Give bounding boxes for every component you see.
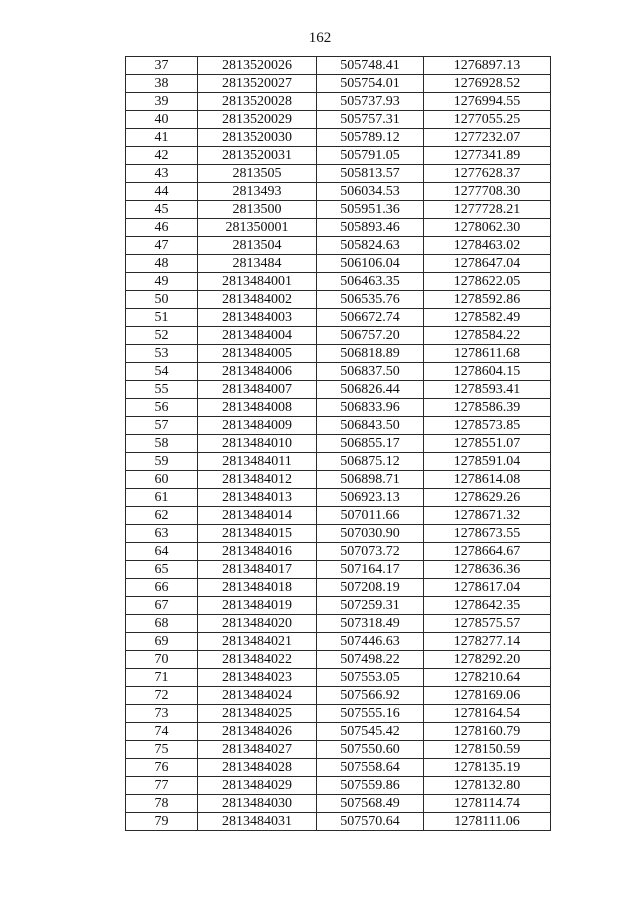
- y-coordinate-cell: 1278551.07: [424, 435, 551, 453]
- table-row: [126, 147, 551, 165]
- row-number-cell: 69: [126, 633, 198, 651]
- table-row: [126, 183, 551, 201]
- y-coordinate-cell: 1278114.74: [424, 795, 551, 813]
- row-number-cell: 54: [126, 363, 198, 381]
- x-coordinate-cell: 506757.20: [317, 327, 424, 345]
- point-id-cell: 2813484011: [198, 453, 317, 471]
- table-row: [126, 75, 551, 93]
- x-coordinate-cell: 506106.04: [317, 255, 424, 273]
- row-number-cell: 59: [126, 453, 198, 471]
- row-number-cell: 72: [126, 687, 198, 705]
- row-number-cell: 62: [126, 507, 198, 525]
- point-id-cell: 2813520030: [198, 129, 317, 147]
- y-coordinate-cell: 1278135.19: [424, 759, 551, 777]
- point-id-cell: 2813484017: [198, 561, 317, 579]
- row-number-cell: 50: [126, 291, 198, 309]
- row-number-cell: 60: [126, 471, 198, 489]
- x-coordinate-cell: 507446.63: [317, 633, 424, 651]
- row-number-cell: 37: [126, 57, 198, 75]
- row-number-cell: 52: [126, 327, 198, 345]
- table-row: [126, 201, 551, 219]
- point-id-cell: 2813520026: [198, 57, 317, 75]
- y-coordinate-cell: 1278164.54: [424, 705, 551, 723]
- y-coordinate-cell: 1278111.06: [424, 813, 551, 831]
- y-coordinate-cell: 1278629.26: [424, 489, 551, 507]
- row-number-cell: 74: [126, 723, 198, 741]
- y-coordinate-cell: 1278584.22: [424, 327, 551, 345]
- y-coordinate-cell: 1276928.52: [424, 75, 551, 93]
- y-coordinate-cell: 1277728.21: [424, 201, 551, 219]
- table-row: [126, 309, 551, 327]
- x-coordinate-cell: 506923.13: [317, 489, 424, 507]
- point-id-cell: 2813484027: [198, 741, 317, 759]
- table-row: [126, 525, 551, 543]
- y-coordinate-cell: 1276994.55: [424, 93, 551, 111]
- row-number-cell: 53: [126, 345, 198, 363]
- x-coordinate-cell: 507073.72: [317, 543, 424, 561]
- table-row: [126, 795, 551, 813]
- table-row: [126, 435, 551, 453]
- row-number-cell: 55: [126, 381, 198, 399]
- x-coordinate-cell: 506898.71: [317, 471, 424, 489]
- point-id-cell: 2813484012: [198, 471, 317, 489]
- x-coordinate-cell: 506463.35: [317, 273, 424, 291]
- row-number-cell: 63: [126, 525, 198, 543]
- point-id-cell: 2813484002: [198, 291, 317, 309]
- table-row: [126, 669, 551, 687]
- row-number-cell: 39: [126, 93, 198, 111]
- point-id-cell: 2813484013: [198, 489, 317, 507]
- y-coordinate-cell: 1278582.49: [424, 309, 551, 327]
- row-number-cell: 47: [126, 237, 198, 255]
- row-number-cell: 58: [126, 435, 198, 453]
- y-coordinate-cell: 1278160.79: [424, 723, 551, 741]
- row-number-cell: 64: [126, 543, 198, 561]
- row-number-cell: 71: [126, 669, 198, 687]
- table-row: [126, 561, 551, 579]
- x-coordinate-cell: 505737.93: [317, 93, 424, 111]
- y-coordinate-cell: 1278591.04: [424, 453, 551, 471]
- table-row: [126, 579, 551, 597]
- row-number-cell: 78: [126, 795, 198, 813]
- point-id-cell: 2813484023: [198, 669, 317, 687]
- x-coordinate-cell: 506833.96: [317, 399, 424, 417]
- table-row: [126, 687, 551, 705]
- point-id-cell: 2813504: [198, 237, 317, 255]
- point-id-cell: 2813484024: [198, 687, 317, 705]
- table-row: [126, 489, 551, 507]
- point-id-cell: 2813484004: [198, 327, 317, 345]
- point-id-cell: 2813484021: [198, 633, 317, 651]
- table-row: [126, 237, 551, 255]
- y-coordinate-cell: 1277055.25: [424, 111, 551, 129]
- y-coordinate-cell: 1278673.55: [424, 525, 551, 543]
- y-coordinate-cell: 1278277.14: [424, 633, 551, 651]
- table-row: [126, 417, 551, 435]
- point-id-cell: 2813520031: [198, 147, 317, 165]
- x-coordinate-cell: 507545.42: [317, 723, 424, 741]
- x-coordinate-cell: 505754.01: [317, 75, 424, 93]
- y-coordinate-cell: 1278671.32: [424, 507, 551, 525]
- x-coordinate-cell: 506818.89: [317, 345, 424, 363]
- row-number-cell: 61: [126, 489, 198, 507]
- y-coordinate-cell: 1278210.64: [424, 669, 551, 687]
- point-id-cell: 2813493: [198, 183, 317, 201]
- y-coordinate-cell: 1278611.68: [424, 345, 551, 363]
- y-coordinate-cell: 1278150.59: [424, 741, 551, 759]
- table-row: [126, 165, 551, 183]
- y-coordinate-cell: 1278062.30: [424, 219, 551, 237]
- y-coordinate-cell: 1277708.30: [424, 183, 551, 201]
- point-id-cell: 2813520029: [198, 111, 317, 129]
- row-number-cell: 68: [126, 615, 198, 633]
- point-id-cell: 2813484030: [198, 795, 317, 813]
- page-number: 162: [308, 30, 332, 46]
- x-coordinate-cell: 506826.44: [317, 381, 424, 399]
- x-coordinate-cell: 506837.50: [317, 363, 424, 381]
- y-coordinate-cell: 1278463.02: [424, 237, 551, 255]
- point-id-cell: 2813484003: [198, 309, 317, 327]
- table-row: [126, 363, 551, 381]
- table-row: [126, 723, 551, 741]
- table-row: [126, 381, 551, 399]
- point-id-cell: 2813484029: [198, 777, 317, 795]
- x-coordinate-cell: 507555.16: [317, 705, 424, 723]
- y-coordinate-cell: 1278604.15: [424, 363, 551, 381]
- row-number-cell: 45: [126, 201, 198, 219]
- point-id-cell: 2813484005: [198, 345, 317, 363]
- y-coordinate-cell: 1278647.04: [424, 255, 551, 273]
- table-row: [126, 741, 551, 759]
- row-number-cell: 57: [126, 417, 198, 435]
- x-coordinate-cell: 505813.57: [317, 165, 424, 183]
- point-id-cell: 2813484031: [198, 813, 317, 831]
- table-row: [126, 399, 551, 417]
- point-id-cell: 2813484026: [198, 723, 317, 741]
- row-number-cell: 66: [126, 579, 198, 597]
- row-number-cell: 48: [126, 255, 198, 273]
- table-row: [126, 777, 551, 795]
- x-coordinate-cell: 506855.17: [317, 435, 424, 453]
- point-id-cell: 2813484010: [198, 435, 317, 453]
- y-coordinate-cell: 1278573.85: [424, 417, 551, 435]
- x-coordinate-cell: 507566.92: [317, 687, 424, 705]
- point-id-cell: 2813484014: [198, 507, 317, 525]
- x-coordinate-cell: 505791.05: [317, 147, 424, 165]
- x-coordinate-cell: 506535.76: [317, 291, 424, 309]
- point-id-cell: 2813520028: [198, 93, 317, 111]
- point-id-cell: 2813505: [198, 165, 317, 183]
- table-row: [126, 129, 551, 147]
- point-id-cell: 2813484019: [198, 597, 317, 615]
- table-row: [126, 327, 551, 345]
- y-coordinate-cell: 1278592.86: [424, 291, 551, 309]
- point-id-cell: 2813500: [198, 201, 317, 219]
- row-number-cell: 79: [126, 813, 198, 831]
- row-number-cell: 40: [126, 111, 198, 129]
- x-coordinate-cell: 505789.12: [317, 129, 424, 147]
- x-coordinate-cell: 505757.31: [317, 111, 424, 129]
- table-row: [126, 705, 551, 723]
- point-id-cell: 2813484009: [198, 417, 317, 435]
- table-row: [126, 543, 551, 561]
- point-id-cell: 2813484006: [198, 363, 317, 381]
- point-id-cell: 2813484025: [198, 705, 317, 723]
- table-row: [126, 57, 551, 75]
- table-row: [126, 633, 551, 651]
- row-number-cell: 51: [126, 309, 198, 327]
- table-row: [126, 651, 551, 669]
- row-number-cell: 77: [126, 777, 198, 795]
- coordinate-table-wrapper: [125, 56, 551, 831]
- x-coordinate-cell: 505893.46: [317, 219, 424, 237]
- y-coordinate-cell: 1278575.57: [424, 615, 551, 633]
- point-id-cell: 2813484008: [198, 399, 317, 417]
- row-number-cell: 75: [126, 741, 198, 759]
- y-coordinate-cell: 1278132.80: [424, 777, 551, 795]
- row-number-cell: 76: [126, 759, 198, 777]
- y-coordinate-cell: 1278617.04: [424, 579, 551, 597]
- table-row: [126, 291, 551, 309]
- point-id-cell: 2813484016: [198, 543, 317, 561]
- table-row: [126, 255, 551, 273]
- row-number-cell: 67: [126, 597, 198, 615]
- y-coordinate-cell: 1278636.36: [424, 561, 551, 579]
- x-coordinate-cell: 507568.49: [317, 795, 424, 813]
- table-row: [126, 219, 551, 237]
- point-id-cell: 2813484018: [198, 579, 317, 597]
- coordinate-table: [125, 56, 551, 831]
- x-coordinate-cell: 507498.22: [317, 651, 424, 669]
- y-coordinate-cell: 1277341.89: [424, 147, 551, 165]
- row-number-cell: 43: [126, 165, 198, 183]
- point-id-cell: 2813484022: [198, 651, 317, 669]
- table-row: [126, 93, 551, 111]
- row-number-cell: 44: [126, 183, 198, 201]
- y-coordinate-cell: 1278292.20: [424, 651, 551, 669]
- point-id-cell: 2813484020: [198, 615, 317, 633]
- y-coordinate-cell: 1276897.13: [424, 57, 551, 75]
- table-row: [126, 615, 551, 633]
- x-coordinate-cell: 507164.17: [317, 561, 424, 579]
- x-coordinate-cell: 507570.64: [317, 813, 424, 831]
- y-coordinate-cell: 1278664.67: [424, 543, 551, 561]
- x-coordinate-cell: 507318.49: [317, 615, 424, 633]
- row-number-cell: 70: [126, 651, 198, 669]
- point-id-cell: 281350001: [198, 219, 317, 237]
- y-coordinate-cell: 1278614.08: [424, 471, 551, 489]
- x-coordinate-cell: 507553.05: [317, 669, 424, 687]
- x-coordinate-cell: 506875.12: [317, 453, 424, 471]
- point-id-cell: 2813484028: [198, 759, 317, 777]
- x-coordinate-cell: 505748.41: [317, 57, 424, 75]
- x-coordinate-cell: 507259.31: [317, 597, 424, 615]
- y-coordinate-cell: 1277628.37: [424, 165, 551, 183]
- table-row: [126, 759, 551, 777]
- row-number-cell: 42: [126, 147, 198, 165]
- y-coordinate-cell: 1278593.41: [424, 381, 551, 399]
- table-row: [126, 597, 551, 615]
- coordinate-table-body: [126, 57, 551, 831]
- x-coordinate-cell: 506843.50: [317, 417, 424, 435]
- table-row: [126, 813, 551, 831]
- y-coordinate-cell: 1278586.39: [424, 399, 551, 417]
- x-coordinate-cell: 507558.64: [317, 759, 424, 777]
- x-coordinate-cell: 507011.66: [317, 507, 424, 525]
- row-number-cell: 65: [126, 561, 198, 579]
- x-coordinate-cell: 506672.74: [317, 309, 424, 327]
- table-row: [126, 273, 551, 291]
- row-number-cell: 56: [126, 399, 198, 417]
- point-id-cell: 2813520027: [198, 75, 317, 93]
- table-row: [126, 345, 551, 363]
- y-coordinate-cell: 1278642.35: [424, 597, 551, 615]
- row-number-cell: 41: [126, 129, 198, 147]
- x-coordinate-cell: 507030.90: [317, 525, 424, 543]
- table-row: [126, 507, 551, 525]
- table-row: [126, 453, 551, 471]
- table-row: [126, 471, 551, 489]
- point-id-cell: 2813484007: [198, 381, 317, 399]
- y-coordinate-cell: 1278169.06: [424, 687, 551, 705]
- x-coordinate-cell: 507550.60: [317, 741, 424, 759]
- x-coordinate-cell: 507559.86: [317, 777, 424, 795]
- x-coordinate-cell: 507208.19: [317, 579, 424, 597]
- table-row: [126, 111, 551, 129]
- point-id-cell: 2813484015: [198, 525, 317, 543]
- row-number-cell: 46: [126, 219, 198, 237]
- point-id-cell: 2813484: [198, 255, 317, 273]
- y-coordinate-cell: 1278622.05: [424, 273, 551, 291]
- row-number-cell: 73: [126, 705, 198, 723]
- row-number-cell: 38: [126, 75, 198, 93]
- y-coordinate-cell: 1277232.07: [424, 129, 551, 147]
- row-number-cell: 49: [126, 273, 198, 291]
- x-coordinate-cell: 505951.36: [317, 201, 424, 219]
- x-coordinate-cell: 505824.63: [317, 237, 424, 255]
- x-coordinate-cell: 506034.53: [317, 183, 424, 201]
- point-id-cell: 2813484001: [198, 273, 317, 291]
